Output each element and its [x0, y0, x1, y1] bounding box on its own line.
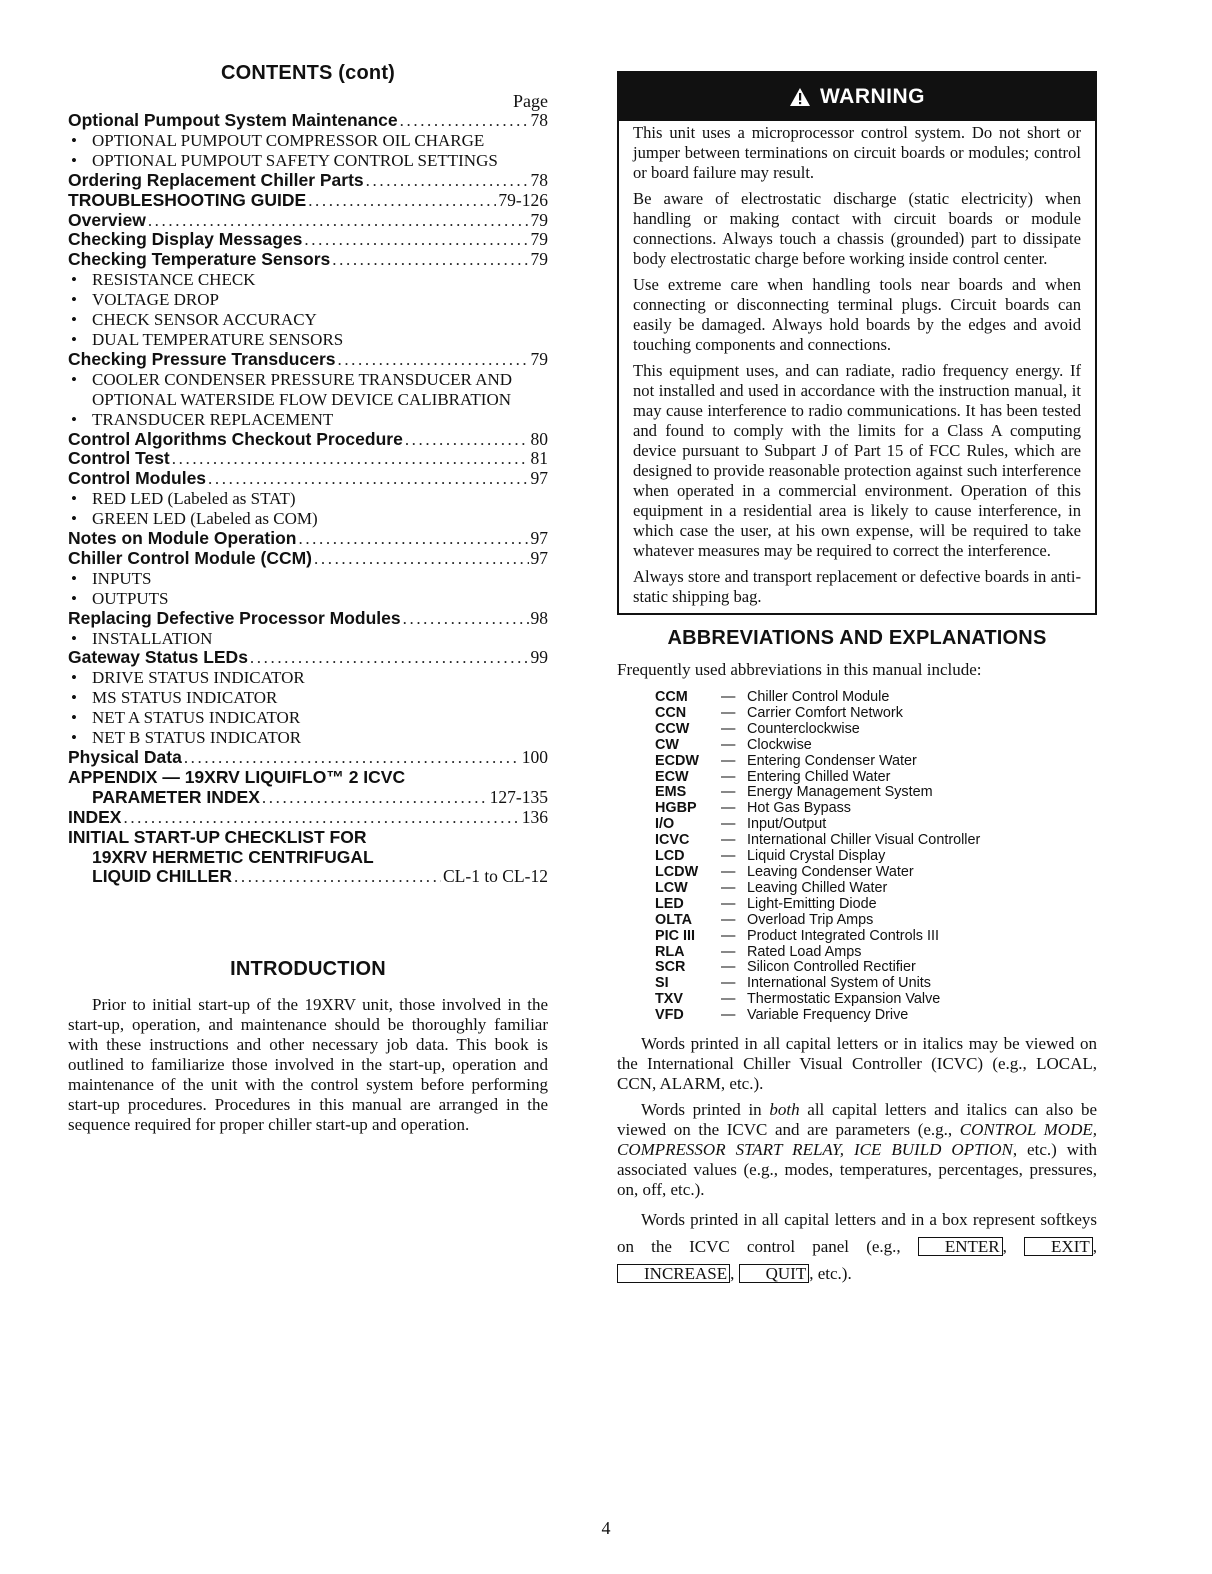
para3-end: , etc.).: [809, 1264, 852, 1284]
abbreviations-para-1: Words printed in all capital letters or in italics may be viewed on the International Chiller Visual Controller (ICVC) (e.g., LOCAL, CCN, ALARM, etc.).: [617, 1034, 1097, 1094]
abbreviation-meaning: Silicon Controlled Rectifier: [747, 959, 916, 976]
table-of-contents: [68, 111, 548, 887]
toc-leader-dots: [234, 867, 441, 887]
toc-leader-dots: [366, 171, 529, 191]
warning-header: [619, 73, 1095, 121]
toc-entry-title: Control Test: [68, 448, 170, 469]
toc-subitem-text: RESISTANCE CHECK: [92, 270, 256, 290]
softkey-exit: EXIT: [1024, 1237, 1093, 1256]
toc-entry-title: PARAMETER INDEX: [92, 786, 260, 807]
toc-subitem-text: DRIVE STATUS INDICATOR: [92, 668, 305, 688]
toc-entry-title: Physical Data: [68, 747, 182, 767]
abbreviation: HGBP: [655, 800, 697, 817]
abbreviation-meaning: Overload Trip Amps: [747, 911, 874, 928]
warning-paragraph: Always store and transport replacement or defective boards in anti-static shipping bag.: [633, 567, 1081, 606]
toc-entry-page: 78: [530, 110, 548, 130]
toc-subitem: [68, 629, 548, 649]
toc-entry-title: Checking Display Messages: [68, 229, 303, 250]
abbreviation: LCDW: [655, 863, 699, 880]
abbreviation: LCD: [655, 848, 685, 865]
introduction-title: INTRODUCTION: [230, 958, 386, 981]
toc-subitem: [68, 728, 548, 748]
separator: ,: [730, 1264, 739, 1284]
abbreviation-meaning: Clockwise: [747, 736, 812, 753]
contents-title: CONTENTS (cont): [220, 62, 396, 84]
abbreviation-dash: —: [721, 689, 736, 705]
abbreviations-title: ABBREVIATIONS AND EXPLANATIONS: [667, 627, 1047, 649]
toc-entry-page: CL-1 to CL-12: [443, 866, 548, 887]
abbreviation-meaning: Energy Management System: [747, 784, 933, 801]
abbreviation-dash: —: [721, 784, 736, 801]
softkey-quit: QUIT: [739, 1264, 810, 1283]
abbreviation-meaning: Entering Chilled Water: [747, 768, 891, 785]
abbreviation: LCW: [655, 879, 688, 896]
abbreviation: OLTA: [655, 911, 693, 928]
abbreviation-row: [655, 992, 1097, 1008]
toc-leader-dots: [405, 430, 529, 450]
toc-entry-title: Chiller Control Module (CCM): [68, 547, 313, 568]
toc-entry-page: 97: [530, 468, 548, 489]
abbreviation-row: [655, 960, 1097, 976]
toc-subitem-text: OPTIONAL PUMPOUT SAFETY CONTROL SETTINGS: [92, 150, 498, 170]
abbreviation-row: [655, 849, 1097, 865]
abbreviation-meaning: Leaving Chilled Water: [747, 879, 888, 896]
toc-subitem-text: OPTIONAL PUMPOUT COMPRESSOR OIL CHARGE: [92, 130, 485, 150]
toc-entry-page: 80: [530, 428, 548, 449]
abbreviation-meaning: Rated Load Amps: [747, 943, 862, 960]
abbreviation-meaning: International System of Units: [747, 975, 931, 992]
toc-entry-page: 127-135: [489, 786, 548, 807]
toc-entry: [68, 549, 548, 569]
abbreviation-dash: —: [721, 848, 736, 865]
toc-entry: [68, 648, 548, 668]
abbreviation-dash: —: [721, 975, 736, 992]
toc-entry: [68, 430, 548, 450]
toc-subitem: [68, 708, 548, 728]
abbreviation-row: [655, 913, 1097, 929]
abbreviation-row: [655, 865, 1097, 881]
toc-entry-title: Replacing Defective Processor Modules: [68, 607, 401, 628]
abbreviation-row: [655, 770, 1097, 786]
abbreviation: TXV: [655, 991, 683, 1008]
toc-entry-page: 79: [530, 348, 548, 369]
toc-entry-title: INDEX: [68, 806, 122, 827]
toc-subitem-text: OUTPUTS: [92, 588, 169, 608]
para2-both: both: [769, 1100, 800, 1120]
bullet-icon: •: [71, 130, 77, 150]
warning-paragraph: This unit uses a microprocessor control system. Do not short or jumper between terminations on circuit boards or modules; control or board failure may result.: [633, 123, 1081, 182]
toc-leader-dots: [304, 230, 528, 250]
bullet-icon: •: [71, 329, 77, 349]
toc-leader-dots: [400, 111, 529, 131]
abbreviation: ICVC: [655, 832, 690, 849]
toc-leader-dots: [262, 788, 488, 808]
toc-subitem: [68, 290, 548, 310]
abbreviation: ECW: [655, 768, 689, 785]
abbreviation-row: [655, 881, 1097, 897]
abbreviation-meaning: Entering Condenser Water: [747, 752, 917, 769]
toc-entry-title: Control Algorithms Checkout Procedure: [68, 428, 403, 449]
bullet-icon: •: [71, 290, 77, 310]
abbreviation-meaning: Counterclockwise: [747, 720, 860, 737]
abbreviation-dash: —: [721, 704, 736, 721]
abbreviations-para-3: [617, 1206, 1097, 1287]
toc-leader-dots: [332, 250, 528, 270]
toc-subitem-text: GREEN LED (Labeled as COM): [92, 509, 318, 529]
abbreviation-row: [655, 1008, 1097, 1024]
toc-entry-title: LIQUID CHILLER: [92, 866, 232, 887]
abbreviation-row: [655, 801, 1097, 817]
abbreviation-dash: —: [721, 895, 736, 912]
bullet-icon: •: [71, 688, 77, 708]
toc-subitem: [68, 589, 548, 609]
abbreviation-row: [655, 754, 1097, 770]
abbreviation-meaning: Light-Emitting Diode: [747, 895, 877, 912]
abbreviation: CW: [655, 736, 679, 753]
abbreviation-row: [655, 690, 1097, 706]
abbreviation-meaning: Carrier Comfort Network: [747, 704, 903, 721]
bullet-icon: •: [71, 489, 77, 509]
abbreviation-meaning: Thermostatic Expansion Valve: [747, 991, 941, 1008]
abbreviation: CCN: [655, 704, 687, 721]
warning-box: [617, 71, 1097, 615]
toc-subitem: [68, 151, 548, 171]
abbreviation-dash: —: [721, 959, 736, 976]
toc-leader-dots: [250, 648, 529, 668]
toc-entry-title: Control Modules: [68, 468, 207, 489]
abbreviation-dash: —: [721, 736, 736, 753]
toc-heading: INITIAL START-UP CHECKLIST FOR: [68, 826, 367, 847]
abbreviation-meaning: Input/Output: [747, 816, 827, 833]
abbreviation-meaning: Chiller Control Module: [747, 689, 890, 705]
abbreviation-dash: —: [721, 816, 736, 833]
toc-entry: [68, 230, 548, 250]
toc-subitem: [68, 310, 548, 330]
toc-entry-title: Checking Temperature Sensors: [68, 249, 331, 270]
abbreviation-row: [655, 722, 1097, 738]
toc-subitem: [68, 509, 548, 529]
abbreviation-dash: —: [721, 800, 736, 817]
abbreviation-row: [655, 785, 1097, 801]
abbreviation-dash: —: [721, 720, 736, 737]
toc-subitem-text: INSTALLATION: [92, 628, 213, 648]
softkey-enter: ENTER: [918, 1237, 1003, 1256]
abbreviation: I/O: [655, 816, 675, 833]
warning-paragraph: This equipment uses, and can radiate, radio frequency energy. If not installed and used in accordance with the instruction manual, it may cause interference to radio communications. It has been tested and found to comply with the limits for a Class A computing device pursuant to Subpart J of Part 15 of FCC Rules, which are designed to provide reasonable protection against such interference when operated in a commercial environment. Operation of this equipment in a residential area is likely to cause interference, in which case the user, at his own expense, will be required to take whatever measures may be required to correct the interference.: [633, 361, 1081, 560]
abbreviation: SI: [655, 975, 669, 992]
toc-subitem-text: CHECK SENSOR ACCURACY: [92, 310, 317, 330]
toc-entry-page: 97: [530, 547, 548, 568]
toc-leader-dots: [123, 808, 519, 828]
abbreviation-dash: —: [721, 991, 736, 1008]
toc-entry-title: Notes on Module Operation: [68, 528, 297, 549]
toc-entry-title: Optional Pumpout System Maintenance: [68, 110, 398, 130]
toc-entry-page: 79: [530, 249, 548, 270]
toc-entry-page: 99: [530, 647, 548, 668]
toc-subitem: [68, 330, 548, 350]
toc-leader-dots: [308, 191, 496, 211]
toc-leader-dots: [172, 449, 529, 469]
abbreviation: RLA: [655, 943, 685, 960]
warning-label: WARNING: [820, 85, 925, 108]
abbreviation-dash: —: [721, 863, 736, 880]
toc-entry-page: 78: [530, 169, 548, 190]
toc-subitem-text: VOLTAGE DROP: [92, 290, 219, 310]
toc-subitem-text: DUAL TEMPERATURE SENSORS: [92, 329, 344, 349]
warning-triangle-icon: [789, 87, 811, 107]
bullet-icon: •: [71, 668, 77, 688]
toc-entry-page: 100: [521, 747, 548, 767]
bullet-icon: •: [71, 708, 77, 728]
abbreviation-dash: —: [721, 879, 736, 896]
toc-entry-page: 79-126: [498, 189, 548, 210]
toc-entry: [68, 469, 548, 489]
toc-entry: [68, 748, 548, 768]
toc-entry-page: 98: [530, 607, 548, 628]
toc-subitem-text: NET A STATUS INDICATOR: [92, 708, 301, 728]
bullet-icon: •: [71, 310, 77, 330]
abbreviations-intro: Frequently used abbreviations in this manual include:: [617, 660, 982, 679]
toc-subitem: [68, 270, 548, 290]
toc-heading: 19XRV HERMETIC CENTRIFUGAL: [92, 846, 374, 867]
toc-subitem-text: COOLER CONDENSER PRESSURE TRANSDUCER AND OPTIONAL WATERSIDE FLOW DEVICE CALIBRATION: [92, 369, 513, 409]
abbreviation-dash: —: [721, 832, 736, 849]
abbreviations-table: [655, 690, 1097, 1024]
abbreviations-para-2: [617, 1100, 1097, 1200]
toc-entry-title: Ordering Replacement Chiller Parts: [68, 169, 364, 190]
toc-entry: [68, 788, 548, 808]
page-number: 4: [601, 1518, 611, 1538]
para3-a: Words printed in all capital letters and in a box represent softkeys on the ICVC control panel (e.g.,: [617, 1210, 1097, 1257]
toc-entry-page: 81: [530, 448, 548, 469]
toc-entry: [68, 250, 548, 270]
abbreviation-dash: —: [721, 752, 736, 769]
bullet-icon: •: [71, 568, 77, 588]
toc-leader-dots: [148, 211, 529, 231]
introduction-text: Prior to initial start-up of the 19XRV unit, those involved in the start-up, operation, and maintenance should be thoroughly familiar with these instructions and other necessary job data. This book is outlined to familiarize those involved in the start-up, operation and maintenance of the unit with the control system before performing start-up procedures. Procedures in this manual are arranged in the sequence required for proper chiller start-up and operation.: [68, 995, 548, 1135]
toc-entry: [68, 529, 548, 549]
abbreviation-dash: —: [721, 911, 736, 928]
toc-subitem-text: RED LED (Labeled as STAT): [92, 489, 296, 509]
toc-entry: [68, 350, 548, 370]
abbreviation-meaning: Hot Gas Bypass: [747, 800, 851, 817]
toc-subitem: [68, 569, 548, 589]
toc-entry: [68, 211, 548, 231]
abbreviation-row: [655, 976, 1097, 992]
toc-heading: APPENDIX — 19XRV LIQUIFLO™ 2 ICVC: [68, 766, 406, 787]
toc-entry: [68, 449, 548, 469]
toc-leader-dots: [208, 469, 528, 489]
toc-subitem: [68, 370, 548, 410]
abbreviation-row: [655, 833, 1097, 849]
toc-entry-page: 97: [530, 528, 548, 549]
para2-a: Words printed in: [641, 1100, 770, 1120]
abbreviation-row: [655, 897, 1097, 913]
abbreviation-dash: —: [721, 943, 736, 960]
abbreviation: CCM: [655, 689, 688, 705]
abbreviation: ECDW: [655, 752, 699, 769]
toc-leader-dots: [314, 549, 528, 569]
abbreviation: SCR: [655, 959, 686, 976]
bullet-icon: •: [71, 369, 77, 389]
toc-subitem-text: TRANSDUCER REPLACEMENT: [92, 409, 334, 429]
toc-entry-page: 136: [521, 806, 548, 827]
toc-entry-page: 79: [530, 229, 548, 250]
toc-subitem: [68, 688, 548, 708]
bullet-icon: •: [71, 628, 77, 648]
left-column: [68, 62, 548, 1135]
toc-entry-title: TROUBLESHOOTING GUIDE: [68, 189, 307, 210]
abbreviation-meaning: International Chiller Visual Controller: [747, 832, 981, 849]
right-column: [617, 71, 1097, 1287]
warning-body: [619, 121, 1095, 613]
toc-entry: [68, 808, 548, 828]
para2-c: , etc.) with associated values (e.g., modes, temperatures, percentages, pressures, on, off, etc.).: [617, 1140, 1097, 1200]
separator: ,: [1092, 1237, 1097, 1257]
toc-leader-dots: [337, 350, 528, 370]
warning-paragraph: Be aware of electrostatic discharge (static electricity) when handling or making contact with circuit boards or module connections. Always touch a chassis (grounded) part to dissipate body electrostatic charge before working inside control center.: [633, 189, 1081, 268]
para2-params: CONTROL MODE, COMPRESSOR START RELAY, ICE BUILD OPTION: [617, 1120, 1097, 1160]
toc-entry: [68, 191, 548, 211]
bullet-icon: •: [71, 728, 77, 748]
bullet-icon: •: [71, 150, 77, 170]
abbreviation-dash: —: [721, 1007, 736, 1024]
softkey-increase: INCREASE: [617, 1264, 730, 1283]
toc-subitem: [68, 489, 548, 509]
toc-entry-title: Checking Pressure Transducers: [68, 348, 336, 369]
abbreviation-dash: —: [721, 768, 736, 785]
abbreviation-row: [655, 738, 1097, 754]
toc-subitem-text: NET B STATUS INDICATOR: [92, 728, 302, 748]
abbreviation: VFD: [655, 1007, 684, 1024]
toc-subitem: [68, 131, 548, 151]
toc-entry: [68, 111, 548, 131]
abbreviation: EMS: [655, 784, 687, 801]
abbreviation-meaning: Variable Frequency Drive: [747, 1007, 909, 1024]
abbreviation-row: [655, 929, 1097, 945]
abbreviation-row: [655, 817, 1097, 833]
toc-entry-title: Gateway Status LEDs: [68, 647, 248, 668]
abbreviation-meaning: Product Integrated Controls III: [747, 927, 939, 944]
abbreviation: PIC III: [655, 927, 695, 944]
toc-leader-dots: [298, 529, 528, 549]
abbreviation-row: [655, 706, 1097, 722]
toc-entry: [68, 171, 548, 191]
toc-leader-dots: [403, 609, 529, 629]
warning-paragraph: Use extreme care when handling tools near boards and when connecting or disconnecting terminal plugs. Circuit boards can easily be damaged. Always hold boards by the edges and avoid touching components and connections.: [633, 275, 1081, 354]
toc-leader-dots: [184, 748, 520, 768]
toc-entry: [68, 609, 548, 629]
abbreviation-meaning: Liquid Crystal Display: [747, 848, 886, 865]
bullet-icon: •: [71, 409, 77, 429]
para2-b: all capital letters and italics can also be viewed on the ICVC and are parameters (e.g.,: [617, 1100, 1098, 1140]
bullet-icon: •: [71, 509, 77, 529]
abbreviation: LED: [655, 895, 684, 912]
toc-subitem: [68, 668, 548, 688]
bullet-icon: •: [71, 270, 77, 290]
toc-subitem-text: INPUTS: [92, 568, 152, 588]
abbreviation-meaning: Leaving Condenser Water: [747, 863, 914, 880]
bullet-icon: •: [71, 588, 77, 608]
abbreviation: CCW: [655, 720, 690, 737]
abbreviation-dash: —: [721, 927, 736, 944]
toc-subitem-text: MS STATUS INDICATOR: [92, 688, 278, 708]
abbreviation-row: [655, 945, 1097, 961]
toc-entry-title: Overview: [68, 209, 146, 230]
separator: ,: [1002, 1237, 1025, 1257]
toc-entry-page: 79: [530, 209, 548, 230]
toc-subitem: [68, 410, 548, 430]
contents-page-header: Page: [513, 91, 548, 111]
toc-entry: [68, 867, 548, 887]
